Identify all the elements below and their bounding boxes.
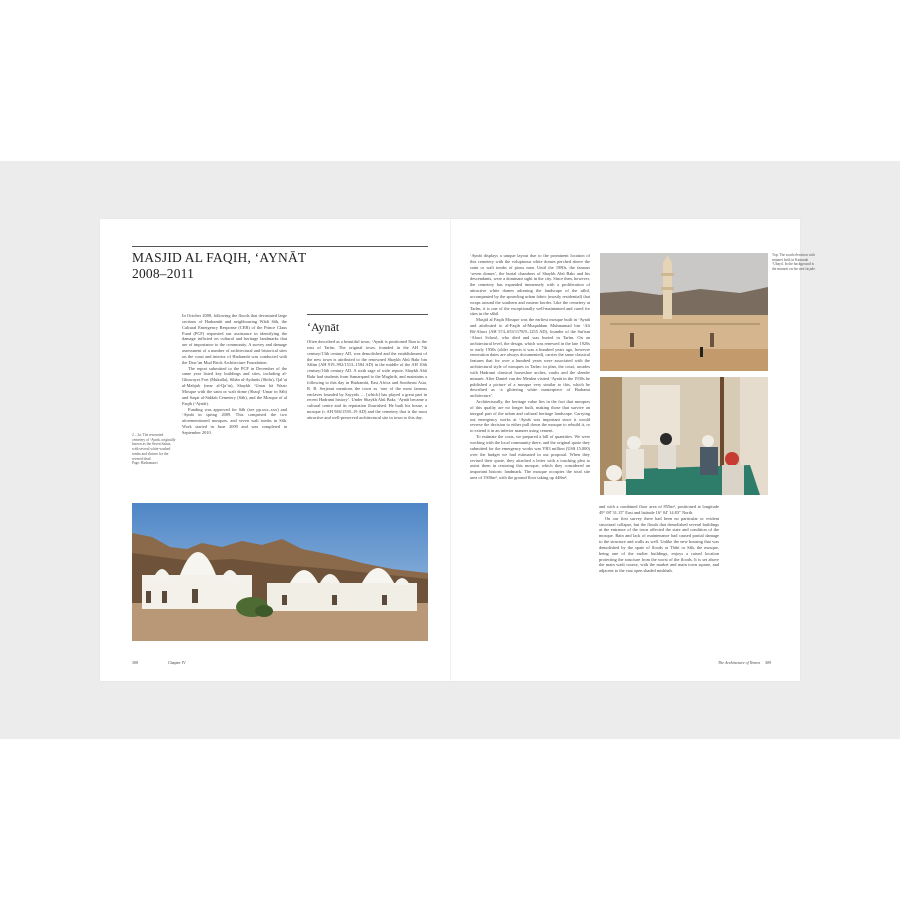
page-title <box>132 250 432 282</box>
paragraph: ‘Aynāt displays a unique layout due to the prominent location of this cemetery with the voluptuous white domes perched above the saint or wali tombs of pious men. Until the 1980s, the famous ‘seven domes’, the burial chambers of Shaykh Abū Bakr and his descendants, were a dominant sight in the city. Since then, however, the cemetery has expanded immensely with a proliferation of attractive white domes adorning the landscape of the sāhil, accompanied by the sprawling urban fabric (mostly residential) that wraps around the southern and eastern border. Like the cemetery at Tarīm, it is one of the exceptionally well-maintained and cared for sites in the sāhil. <box>470 253 590 317</box>
paragraph: Masjid al Faqih Mosque was the earliest mosque built in ‘Aynāt and attributed to al-Faqih al-Muqaddam Muhammad bin ‘Ali Bā‘Alawi (AH 574–653/1178/9–1255 AD), founder of the Sufism ‘Alawi School, who died and was buried in Tarīm. On an architectural level, the design, which was renewed in the late 1920s or early 1930s (older reports it was a hundred years ago, however renovation dates are always documented), carries the same classical features that for over a hundred years were associated with the architectural style of mosques in Tarīm: in plan, the court, arcades with Hadrami classical horseshoe arches, vaults and the slender minaret. After Daniel van der Meulen visited ‘Aynāt in the 1930s he published a picture of a mosque very similar to this, which he described as ‘a glittering white masterpiece of Hadrami architecture’. <box>470 317 590 399</box>
mosque-interior-image <box>600 377 768 495</box>
cemetery-domes-photo <box>132 503 428 641</box>
paragraph: The report submitted to the PCF in December of the same year listed key buildings and sites, including al-Ghuwayzi Fort (Mukalla), Sibān al-Aydarūs (Shihr), Qal’at al-Mahjub (near al-Qa’tn), Shaykh ‘Umar bā Wazir Mosque with the saint or wali dome (Shaql ‘Umar in Sāh) and Saqat al-Siddah Cemetery (Sāh), and the Mosque of al Faqih (‘Aynāt). <box>182 365 287 406</box>
title-line: MASJID AL FAQIH, ‘AYNĀT <box>132 250 307 265</box>
running-head-right: The Architecture of Yemen <box>717 660 760 665</box>
paragraph: and with a combined floor area of 855m², positioned at longitude 49° 08' 31.15" East and latitude 16° 04' 14.83" North. <box>599 504 719 515</box>
cemetery-domes-image <box>132 503 428 641</box>
photo-caption-left: 2 – 3a: The renovated cemetery of ‘Aynāt, originally known as the Seven Saints, with several white-washed tombs and shrines for the revered dead. Page: Hadramawt <box>132 433 176 466</box>
body-column-1 <box>182 313 287 436</box>
running-head-left: Chapter IV <box>168 660 186 665</box>
title-rule <box>132 246 428 247</box>
photo-caption-right: Top: The south elevation with minaret built in Kantarah ‘Ubayd. In the background is the minaret on the east façade. <box>772 253 816 272</box>
minaret-photo <box>600 253 768 371</box>
paragraph: Often described as a beautiful town, ‘Aynāt is positioned 5km to the east of Tarīm. The original town, founded in the AH 7th century/13th century AD, was demolished and the establishment of the new town is attributed to the renowned Shaykh Abū Bakr bin Sālim (AH 919–992/1513–1584 AD) in the middle of the AH 10th century/16th century AD. A sixth sage of wide repute, Shaykh Abū Bakr had students from Samarqand to the Maghrib, and maintains a following to this day in Hadramūt, East Africa and Southeast Asia. R. B. Serjeant mentions the town as ‘one of the most famous enclaves founded by Sayyids … [which] has played a great part in recent Hadrami history’. Under Shaykh Abū Bakr, ‘Aynāt became a cultural centre and its reputation flourished. He built his house, a mosque (c AH 946/1539–19 AD) and the cemetery that is the most attractive and well-preserved architectural site in town to this day. <box>307 339 427 420</box>
page-number-left: 308 <box>132 660 138 665</box>
book-spread <box>100 219 816 681</box>
minaret-image <box>600 253 768 371</box>
page-number-right: 309 <box>765 660 771 665</box>
paragraph: Architecturally, the heritage value lies in the fact that mosques of this quality are no longer built, making those that survive an integral part of the urban and cultural heritage landscape. Carrying out emergency works at ‘Aynāt was important since it would reverse the decision to either pull down the mosque to rebuild it, or to extend it in an inferior manner using cement. <box>470 399 590 434</box>
paragraph: On our first survey there had been no particular or evident structural collapse, but the floods that demolished several buildings at the entrance of the town affected the state and condition of the mosque. Rain and lack of maintenance had caused partial damage to the structure and walls as well. Unlike the new housing that was demolished by the spate of floods at Thibi or Sāh, the mosque, being one of the earlier buildings, enjoys a raised location protecting the structure from the worst of the floods. It is set above the main wadi course, with the market and main town square, and adjacent to the vast open shaded mishhab. <box>599 515 719 574</box>
title-years: 2008–2011 <box>132 266 195 281</box>
mosque-interior-photo <box>600 377 768 495</box>
paragraph: Funding was approved for Sāh (see pp.xxx–xxx) and ‘Aynāt in spring 2009. This comprised the two aforementioned mosques, and seven wali tombs in Sāh. Work started in June 2009 and was completed in September 2010. <box>182 406 287 435</box>
body-column-4 <box>599 504 719 574</box>
paragraph: To estimate the costs, we prepared a bill of quantities. We were working with the local community there, and the original quote they submitted for the emergency works was YR3 million (US$ 15,000) over the budget we had estimated in our proposal. When they revised their quote, they attached a letter with a touching plea to assist them in restoring this mosque, which they considered an important historic landmark. The mosque occupies the total site area of 1500m², with the ground floor taking up 448m², <box>470 434 590 481</box>
book-gutter <box>450 219 451 681</box>
body-column-2 <box>307 339 427 421</box>
paragraph: In October 2008, following the floods that devastated large sections of Hadramūt and neighbouring Wādi Sāh, the Cultural Emergency Response (CER) of the Prince Claus Fund (PCF) requested our assistance in identifying the damage inflicted on cultural and heritage landmarks that are of importance to the community. A survey and damage assessment of a number of architectural and historical sites on the coast and interior of Hadramūt was conducted with the Daw’an Mud Brick Architecture Foundation. <box>182 313 287 365</box>
subheading-rule <box>307 314 428 315</box>
body-column-3 <box>470 253 590 481</box>
section-subheading: ‘Aynāt <box>307 320 340 334</box>
